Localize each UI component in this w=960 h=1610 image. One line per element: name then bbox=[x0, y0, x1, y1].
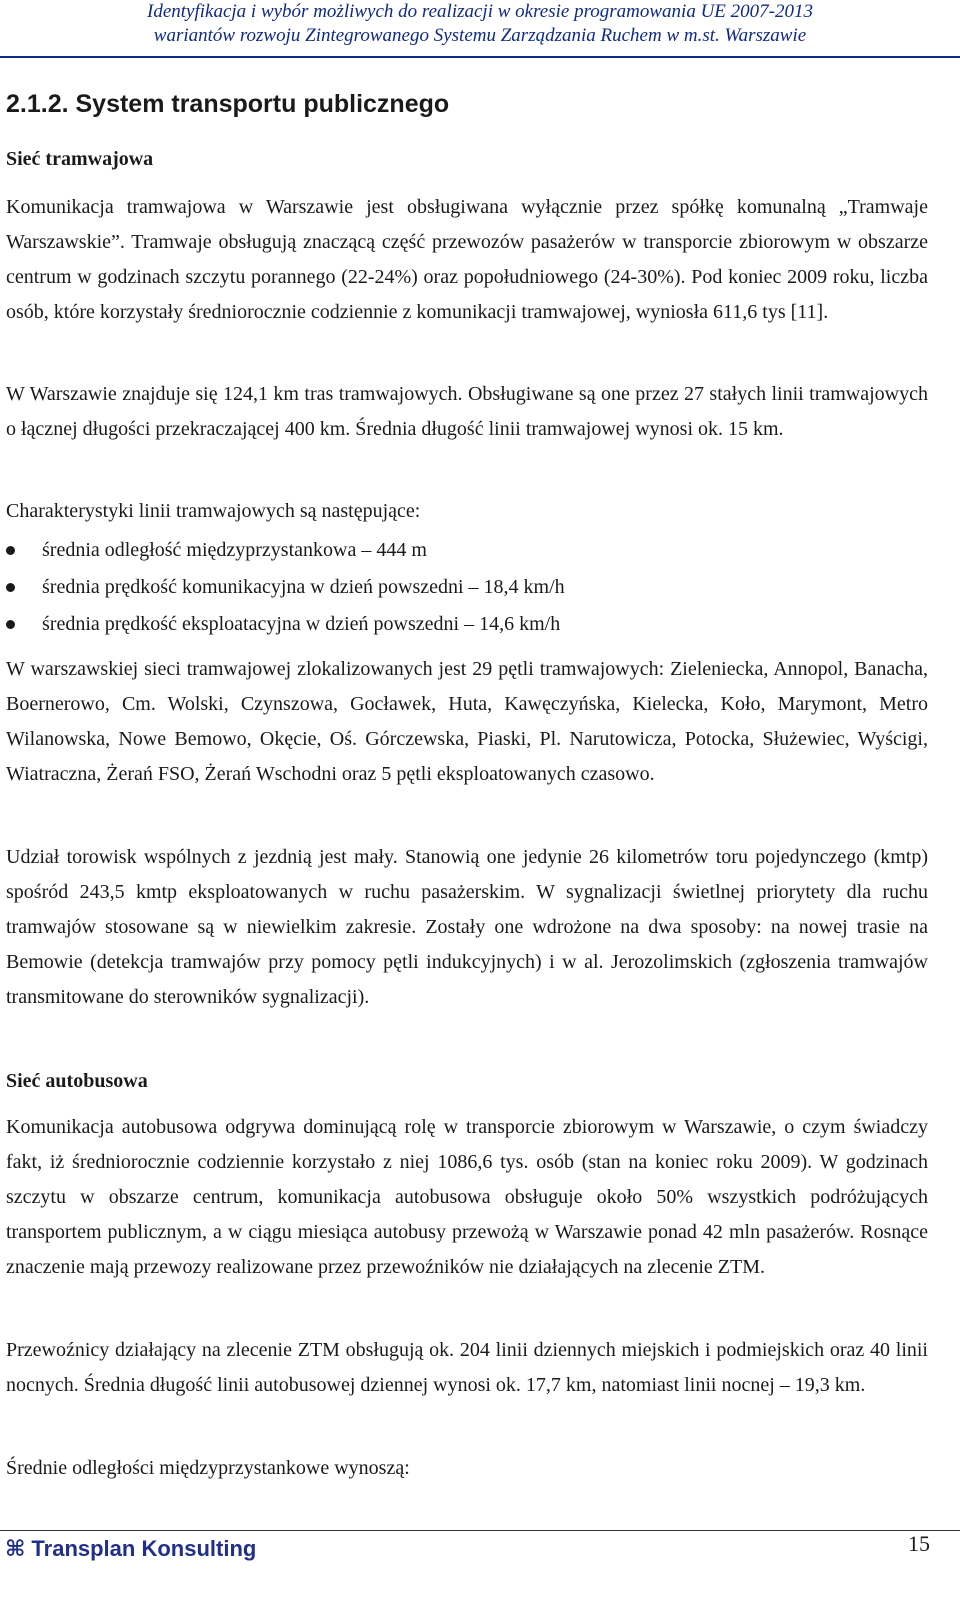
bullet-icon bbox=[6, 583, 15, 592]
header-divider bbox=[0, 56, 960, 58]
list-item-text: średnia prędkość eksploatacyjna w dzień powszedni – 14,6 km/h bbox=[42, 613, 561, 635]
bullet-icon bbox=[6, 546, 15, 555]
tram-paragraph-4: W warszawskiej sieci tramwajowej zlokalizowanych jest 29 pętli tramwajowych: Zieleniecka, Annopol, Banacha, Boernerowo, Cm. Wolski, Czynszowa, Gocławek, Huta, Kawęczyńska, Kielecka, Koło, Marymont, Metro Wilanowska, Nowe Bemowo, Okęcie, Oś. Górczewska, Piaski, Pl. Narutowicza, Potocka, Służewiec, Wyścigi, Wiatraczna, Żerań FSO, Żerań Wschodni oraz 5 pętli eksploatowanych czasowo. bbox=[6, 658, 928, 785]
header-line-2: wariantów rozwoju Zintegrowanego Systemu Zarządzania Ruchem w m.st. Warszawie bbox=[153, 25, 807, 46]
tram-paragraph-3: Charakterystyki linii tramwajowych są następujące: bbox=[6, 500, 421, 522]
tram-network-heading: Sieć tramwajowa bbox=[6, 148, 154, 170]
list-item bbox=[6, 569, 928, 606]
tram-paragraph-1: Komunikacja tramwajowa w Warszawie jest obsługiwana wyłącznie przez spółkę komunalną „Tramwaje Warszawskie”. Tramwaje obsługują znaczącą część przewozów pasażerów w transporcie zbiorowym w obszarze centrum w godzinach szczytu porannego (22-24%) oraz popołudniowego (24-30%). Pod koniec 2009 roku, liczba osób, które korzystały średniorocznie codziennie z komunikacji tramwajowej, wyniosła 611,6 tys [11]. bbox=[6, 196, 928, 323]
section-title: 2.1.2. System transportu publicznego bbox=[6, 90, 450, 118]
tram-paragraph-2: W Warszawie znajduje się 124,1 km tras tramwajowych. Obsługiwane są one przez 27 stałych linii tramwajowych o łącznej długości przekraczającej 400 km. Średnia długość linii tramwajowej wynosi ok. 15 km. bbox=[6, 383, 928, 440]
list-item bbox=[6, 532, 928, 569]
tram-characteristics-list bbox=[6, 532, 928, 643]
bus-paragraph-3: Średnie odległości międzyprzystankowe wynoszą: bbox=[6, 1457, 410, 1479]
brand-name: Transplan Konsulting bbox=[31, 1536, 257, 1561]
bus-paragraph-2: Przewoźnicy działający na zlecenie ZTM obsługują ok. 204 linii dziennych miejskich i podmiejskich oraz 40 linii nocnych. Średnia długość linii autobusowej dziennej wynosi ok. 17,7 km, natomiast linii nocnej – 19,3 km. bbox=[6, 1339, 928, 1396]
footer-brand bbox=[5, 1535, 256, 1563]
list-item-text: średnia prędkość komunikacyjna w dzień powszedni – 18,4 km/h bbox=[42, 576, 565, 598]
page-header bbox=[0, 0, 960, 48]
command-icon: ⌘ bbox=[5, 1536, 26, 1561]
header-line-1: Identyfikacja i wybór możliwych do realizacji w okresie programowania UE 2007-2013 bbox=[147, 1, 813, 22]
bus-network-heading: Sieć autobusowa bbox=[6, 1070, 148, 1092]
footer-divider bbox=[0, 1530, 960, 1531]
page-number: 15 bbox=[908, 1531, 930, 1556]
bus-paragraph-1: Komunikacja autobusowa odgrywa dominującą rolę w transporcie zbiorowym w Warszawie, o czym świadczy fakt, iż średniorocznie codziennie korzystało z niej 1086,6 tys. osób (stan na koniec roku 2009). W godzinach szczytu w obszarze centrum, komunikacja autobusowa obsługuje około 50% wszystkich podróżujących transportem publicznym, a w ciągu miesiąca autobusy przewożą w Warszawie ponad 42 mln pasażerów. Rosnące znaczenie mają przewozy realizowane przez przewoźników nie działających na zlecenie ZTM. bbox=[6, 1116, 928, 1278]
tram-paragraph-5: Udział torowisk wspólnych z jezdnią jest mały. Stanowią one jedynie 26 kilometrów toru pojedynczego (kmtp) spośród 243,5 kmtp eksploatowanych w ruchu pasażerskim. W sygnalizacji świetlnej priorytety dla ruchu tramwajów stosowane są w niewielkim zakresie. Zostały one wdrożone na dwa sposoby: na nowej trasie na Bemowie (detekcja tramwajów przy pomocy pętli indukcyjnych) i w al. Jerozolimskich (zgłoszenia tramwajów transmitowane do sterowników sygnalizacji). bbox=[6, 846, 928, 1008]
list-item bbox=[6, 606, 928, 643]
list-item-text: średnia odległość międzyprzystankowa – 444 m bbox=[42, 539, 427, 561]
bullet-icon bbox=[6, 620, 15, 629]
